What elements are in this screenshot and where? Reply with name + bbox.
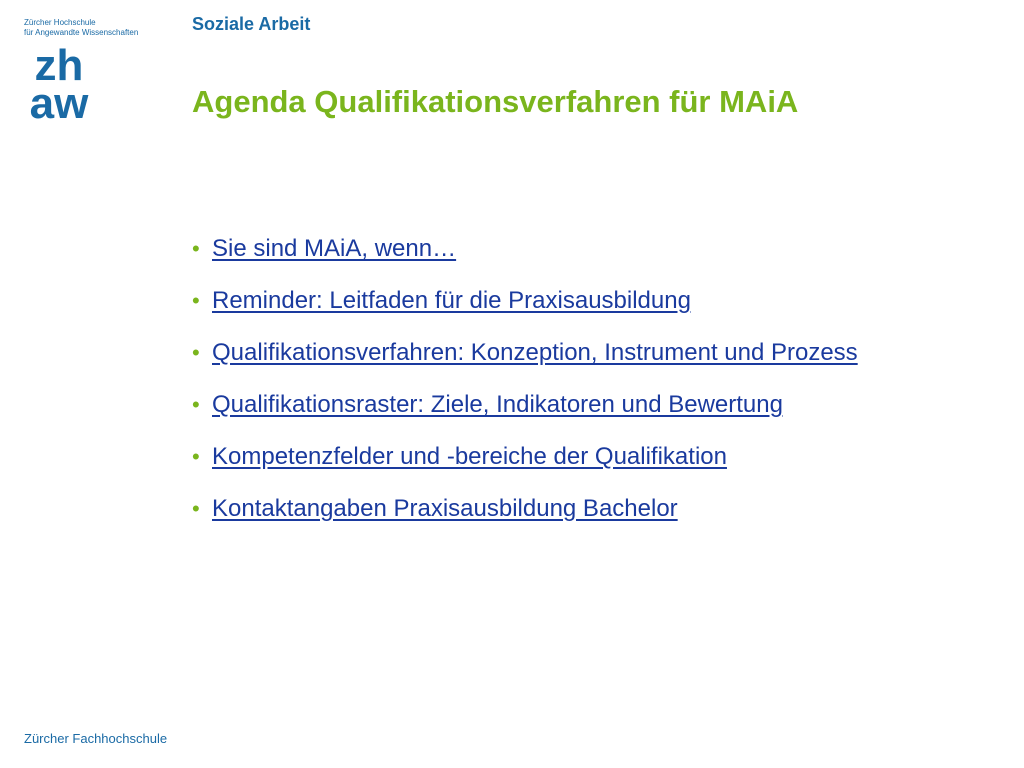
- agenda-item: [192, 230, 858, 282]
- bullet-icon: •: [192, 444, 200, 469]
- logo-line-2: für Angewandte Wissenschaften: [24, 28, 139, 37]
- agenda-link-qualifikationsverfahren[interactable]: Qualifikationsverfahren: Konzeption, Instrument und Prozess: [212, 339, 858, 366]
- logo-line-1: Zürcher Hochschule: [24, 18, 96, 27]
- agenda-item: [192, 490, 858, 542]
- slide-title: Agenda Qualifikationsverfahren für MAiA: [192, 84, 799, 119]
- bullet-icon: •: [192, 496, 200, 521]
- bullet-icon: •: [192, 340, 200, 365]
- department-label: Soziale Arbeit: [192, 14, 311, 34]
- agenda-item: [192, 386, 858, 438]
- bullet-icon: •: [192, 288, 200, 313]
- agenda-link-maia[interactable]: Sie sind MAiA, wenn…: [212, 235, 457, 262]
- agenda-list: [192, 230, 858, 542]
- logo-mark-top: zh: [34, 44, 84, 90]
- logo-institution-name: [24, 18, 138, 38]
- agenda-item: [192, 438, 858, 490]
- agenda-link-kompetenzfelder[interactable]: Kompetenzfelder und -bereiche der Qualifikation: [212, 443, 727, 470]
- agenda-link-reminder[interactable]: Reminder: Leitfaden für die Praxisausbildung: [212, 287, 691, 314]
- logo-mark-bottom: aw: [29, 79, 89, 122]
- agenda-link-kontaktangaben[interactable]: Kontaktangaben Praxisausbildung Bachelor: [212, 495, 678, 522]
- agenda-item: [192, 334, 858, 386]
- agenda-item: [192, 282, 858, 334]
- bullet-icon: •: [192, 392, 200, 417]
- agenda-link-qualifikationsraster[interactable]: Qualifikationsraster: Ziele, Indikatoren und Bewertung: [212, 391, 783, 418]
- footer-text: Zürcher Fachhochschule: [24, 731, 168, 746]
- bullet-icon: •: [192, 236, 200, 261]
- zhaw-logo-icon: [20, 44, 98, 122]
